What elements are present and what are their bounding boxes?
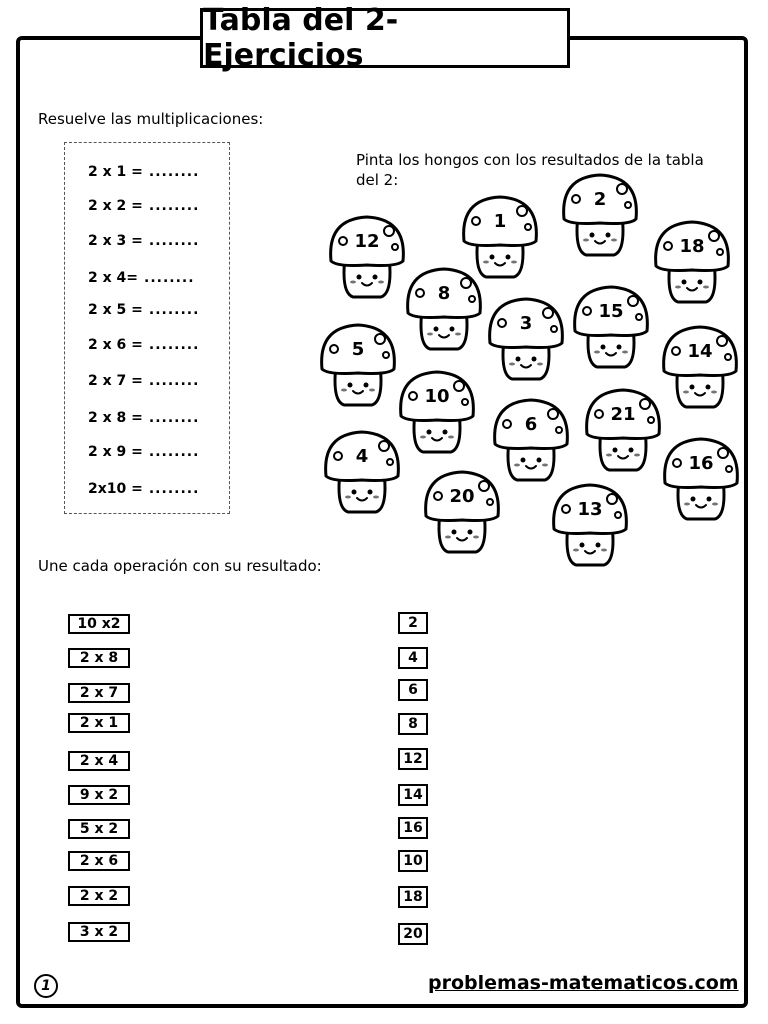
- operation-box[interactable]: 2 x 2: [68, 886, 130, 906]
- mushroom[interactable]: [656, 222, 729, 302]
- mushroom-number: 12: [354, 231, 380, 252]
- mushroom-number: 5: [351, 339, 365, 360]
- mushroom-number: 6: [524, 414, 538, 435]
- answer-blank[interactable]: ........: [148, 233, 200, 249]
- mushroom[interactable]: [495, 400, 568, 480]
- multiplication-expression: 2x10 =: [88, 481, 143, 497]
- result-box[interactable]: 18: [398, 886, 428, 908]
- result-box[interactable]: 6: [398, 679, 428, 701]
- mushroom[interactable]: [665, 439, 738, 519]
- operation-box[interactable]: 2 x 8: [68, 648, 130, 668]
- multiplication-expression: 2 x 8 =: [88, 410, 143, 426]
- mushroom[interactable]: [575, 287, 648, 367]
- mushroom-number: 18: [679, 236, 705, 257]
- result-box[interactable]: 8: [398, 713, 428, 735]
- mushroom[interactable]: [464, 197, 537, 277]
- result-box[interactable]: 4: [398, 647, 428, 669]
- multiplication-expression: 2 x 1 =: [88, 164, 143, 180]
- answer-blank[interactable]: ........: [148, 164, 200, 180]
- mushroom[interactable]: [401, 372, 474, 452]
- multiplication-expression: 2 x 9 =: [88, 444, 143, 460]
- mushroom[interactable]: [564, 175, 637, 255]
- answer-blank[interactable]: ........: [148, 373, 200, 389]
- mushroom-number: 1: [493, 211, 507, 232]
- result-box[interactable]: 14: [398, 784, 428, 806]
- mushroom[interactable]: [587, 390, 660, 470]
- mushroom-number: 3: [519, 313, 533, 334]
- mushroom[interactable]: [322, 325, 395, 405]
- result-box[interactable]: 16: [398, 817, 428, 839]
- result-box[interactable]: 10: [398, 850, 428, 872]
- mushroom[interactable]: [490, 299, 563, 379]
- mushroom-number: 21: [610, 404, 636, 425]
- answer-blank[interactable]: ........: [148, 302, 200, 318]
- multiplication-expression: 2 x 5 =: [88, 302, 143, 318]
- instruction-une: Une cada operación con su resultado:: [38, 557, 322, 575]
- mushroom-number: 14: [687, 341, 713, 362]
- operation-box[interactable]: 10 x2: [68, 614, 130, 634]
- instruction-resuelve: Resuelve las multiplicaciones:: [38, 110, 264, 128]
- page-number: 1: [34, 974, 58, 998]
- answer-blank[interactable]: ........: [148, 337, 200, 353]
- operation-box[interactable]: 2 x 7: [68, 683, 130, 703]
- result-box[interactable]: 20: [398, 923, 428, 945]
- result-box[interactable]: 2: [398, 612, 428, 634]
- mushroom[interactable]: [426, 472, 499, 552]
- answer-blank[interactable]: ........: [148, 410, 200, 426]
- mushroom[interactable]: [331, 217, 404, 297]
- answer-blank[interactable]: ........: [148, 444, 200, 460]
- mushroom[interactable]: [554, 485, 627, 565]
- website-link[interactable]: problemas-matematicos.com: [428, 972, 739, 994]
- multiplication-expression: 2 x 3 =: [88, 233, 143, 249]
- mushroom[interactable]: [664, 327, 737, 407]
- mushroom-number: 2: [593, 189, 607, 210]
- mushroom[interactable]: [408, 269, 481, 349]
- operation-box[interactable]: 5 x 2: [68, 819, 130, 839]
- instruction-pinta: Pinta los hongos con los resultados de la tabla del 2:: [356, 151, 704, 189]
- answer-blank[interactable]: ........: [148, 198, 200, 214]
- operation-box[interactable]: 2 x 4: [68, 751, 130, 771]
- page-title: Tabla del 2- Ejercicios: [200, 8, 570, 68]
- mushroom-number: 16: [688, 453, 714, 474]
- answer-blank[interactable]: ........: [144, 270, 195, 286]
- operation-box[interactable]: 3 x 2: [68, 922, 130, 942]
- operation-box[interactable]: 2 x 1: [68, 713, 130, 733]
- operation-box[interactable]: 2 x 6: [68, 851, 130, 871]
- mushroom-number: 13: [577, 499, 603, 520]
- multiplication-expression: 2 x 6 =: [88, 337, 143, 353]
- multiplication-expression: 2 x 7 =: [88, 373, 143, 389]
- mushroom[interactable]: [326, 432, 399, 512]
- mushroom-number: 15: [598, 301, 624, 322]
- multiplication-expression: 2 x 4=: [88, 270, 138, 286]
- mushroom-number: 20: [449, 486, 475, 507]
- result-box[interactable]: 12: [398, 748, 428, 770]
- mushroom-number: 4: [355, 446, 369, 467]
- multiplication-expression: 2 x 2 =: [88, 198, 143, 214]
- operation-box[interactable]: 9 x 2: [68, 785, 130, 805]
- mushroom-number: 8: [437, 283, 451, 304]
- mushroom-number: 10: [424, 386, 450, 407]
- answer-blank[interactable]: ........: [148, 481, 200, 497]
